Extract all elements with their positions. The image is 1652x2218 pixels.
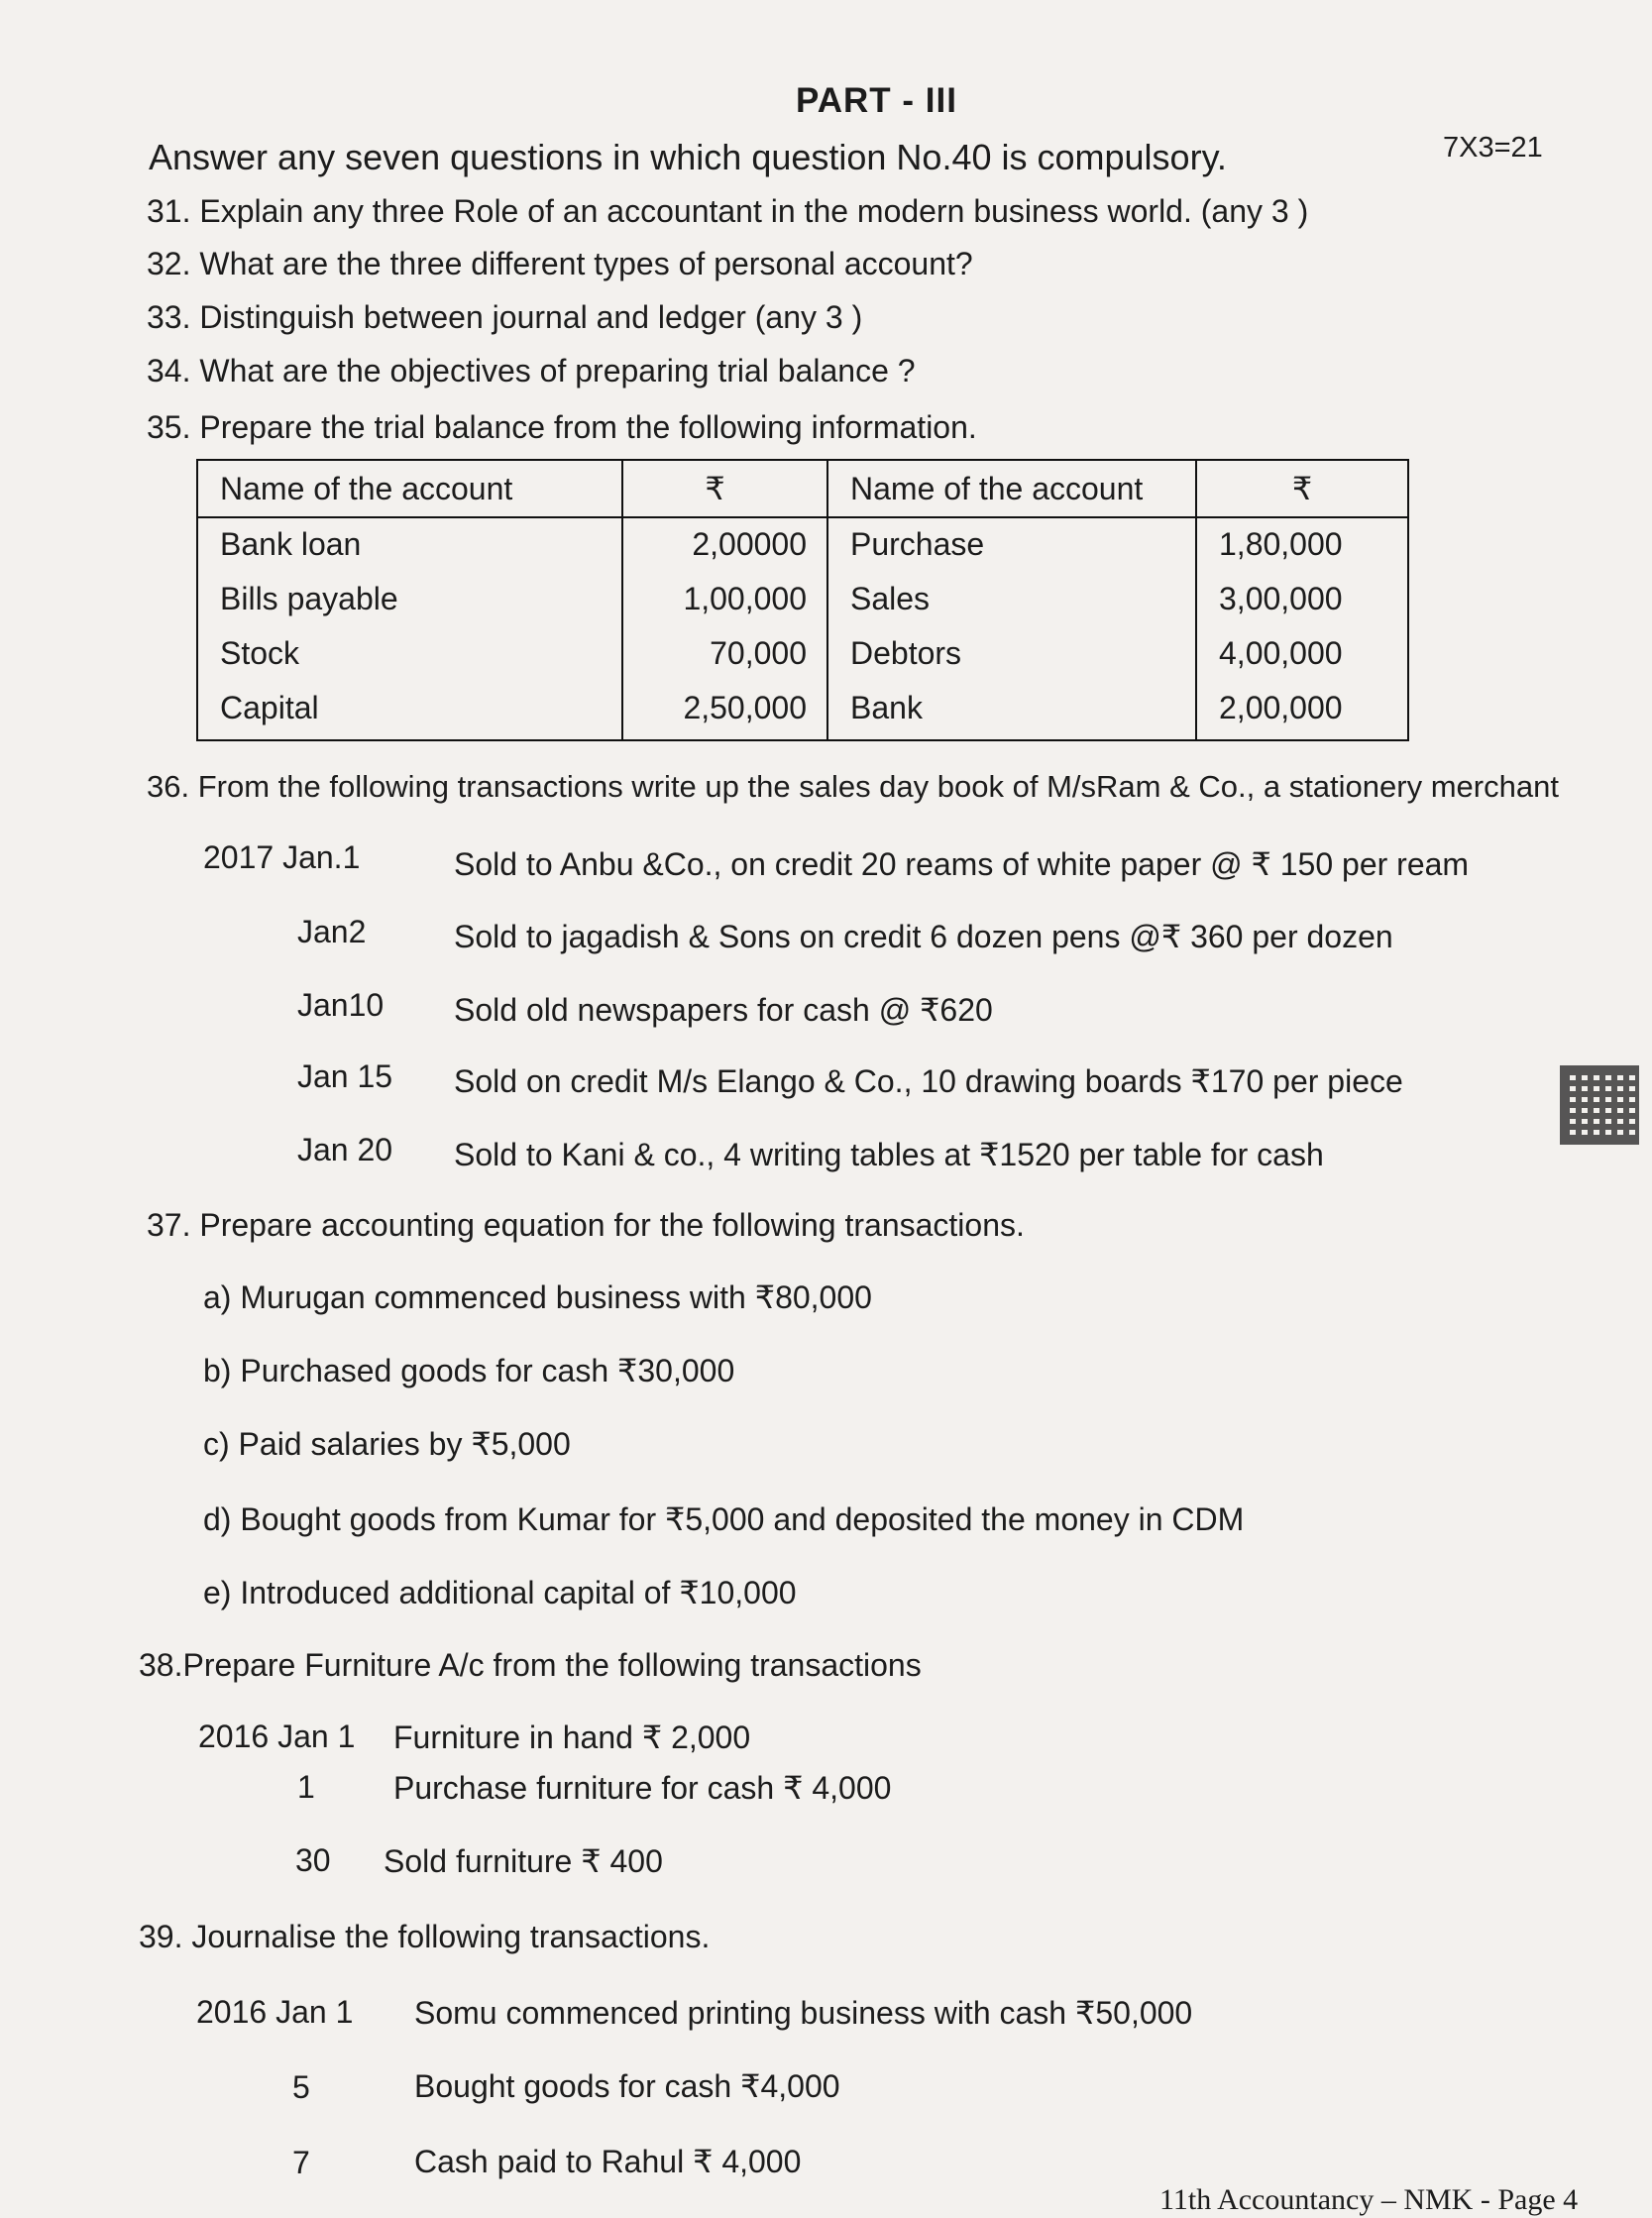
question-32: 32. What are the three different types of personal account? xyxy=(147,246,973,281)
page-footer: 11th Accountancy – NMK - Page 4 xyxy=(1159,2183,1579,2216)
table-cell: 1,80,000 xyxy=(1196,517,1408,573)
q39-text: Cash paid to Rahul ₹ 4,000 xyxy=(414,2144,802,2179)
table-cell: 4,00,000 xyxy=(1196,627,1408,682)
question-31: 31. Explain any three Role of an accountant in the modern business world. (any 3 ) xyxy=(147,193,1309,229)
table-cell: Bank loan xyxy=(197,517,622,573)
table-cell: 3,00,000 xyxy=(1196,573,1408,627)
q36-text: Sold to Kani & co., 4 writing tables at ₹1520 per table for cash xyxy=(454,1137,1324,1172)
table-cell: 2,00,000 xyxy=(1196,682,1408,740)
q39-date: 5 xyxy=(292,2069,310,2105)
header-cell: ₹ xyxy=(1196,460,1408,517)
table-row xyxy=(197,682,1408,740)
table-cell: Purchase xyxy=(827,517,1196,573)
q37-item: c) Paid salaries by ₹5,000 xyxy=(203,1426,571,1462)
q36-text: Sold to jagadish & Sons on credit 6 dozen pens @₹ 360 per dozen xyxy=(454,919,1393,954)
q37-item: b) Purchased goods for cash ₹30,000 xyxy=(203,1353,735,1388)
table-cell: Bills payable xyxy=(197,573,622,627)
trial-balance-table xyxy=(196,459,1409,741)
table-cell: Bank xyxy=(827,682,1196,740)
marks-label: 7X3=21 xyxy=(1443,132,1543,164)
q38-text: Furniture in hand ₹ 2,000 xyxy=(393,1719,751,1755)
question-34: 34. What are the objectives of preparing trial balance ? xyxy=(147,353,916,388)
q36-date: Jan2 xyxy=(297,914,367,949)
q37-item: a) Murugan commenced business with ₹80,000 xyxy=(203,1279,872,1315)
question-38: 38.Prepare Furniture A/c from the following transactions xyxy=(139,1647,922,1683)
question-39: 39. Journalise the following transactions. xyxy=(139,1919,711,1954)
q36-date: Jan10 xyxy=(297,987,385,1023)
table-cell: 2,00000 xyxy=(622,517,827,573)
qr-code xyxy=(1560,1065,1639,1145)
table-cell: Capital xyxy=(197,682,622,740)
q36-date: Jan 20 xyxy=(297,1132,393,1167)
q37-item: e) Introduced additional capital of ₹10,000 xyxy=(203,1575,797,1610)
question-35: 35. Prepare the trial balance from the following information. xyxy=(147,409,977,445)
q38-date: 30 xyxy=(295,1842,331,1878)
table-row xyxy=(197,517,1408,573)
q36-text: Sold old newspapers for cash @ ₹620 xyxy=(454,992,993,1028)
table-row xyxy=(197,627,1408,682)
q39-text: Somu commenced printing business with cash ₹50,000 xyxy=(414,1995,1193,2031)
q38-date: 1 xyxy=(297,1769,315,1805)
q37-item: d) Bought goods from Kumar for ₹5,000 and deposited the money in CDM xyxy=(203,1501,1245,1537)
q36-text: Sold to Anbu &Co., on credit 20 reams of white paper @ ₹ 150 per ream xyxy=(454,846,1470,882)
table-header-row xyxy=(197,460,1408,517)
part-title: PART - III xyxy=(796,81,957,120)
q39-date: 7 xyxy=(292,2145,310,2180)
q36-text: Sold on credit M/s Elango & Co., 10 drawing boards ₹170 per piece xyxy=(454,1063,1403,1099)
question-37: 37. Prepare accounting equation for the following transactions. xyxy=(147,1207,1025,1243)
q38-text: Purchase furniture for cash ₹ 4,000 xyxy=(393,1770,892,1806)
q36-date: 2017 Jan.1 xyxy=(203,839,361,875)
header-cell: Name of the account xyxy=(827,460,1196,517)
table-cell: Debtors xyxy=(827,627,1196,682)
question-36: 36. From the following transactions write up the sales day book of M/sRam & Co., a stationery merchant xyxy=(147,769,1559,804)
question-33: 33. Distinguish between journal and ledger (any 3 ) xyxy=(147,299,863,335)
q36-date: Jan 15 xyxy=(297,1058,393,1094)
table-row xyxy=(197,573,1408,627)
table-cell: Stock xyxy=(197,627,622,682)
table-cell: Sales xyxy=(827,573,1196,627)
instruction: Answer any seven questions in which question No.40 is compulsory. xyxy=(149,137,1227,177)
table-cell: 2,50,000 xyxy=(622,682,827,740)
header-cell: Name of the account xyxy=(197,460,622,517)
header-cell: ₹ xyxy=(622,460,827,517)
q39-text: Bought goods for cash ₹4,000 xyxy=(414,2068,840,2104)
q39-date: 2016 Jan 1 xyxy=(196,1994,354,2030)
table-cell: 70,000 xyxy=(622,627,827,682)
q38-date: 2016 Jan 1 xyxy=(198,1719,356,1754)
table-cell: 1,00,000 xyxy=(622,573,827,627)
q38-text: Sold furniture ₹ 400 xyxy=(384,1843,663,1879)
